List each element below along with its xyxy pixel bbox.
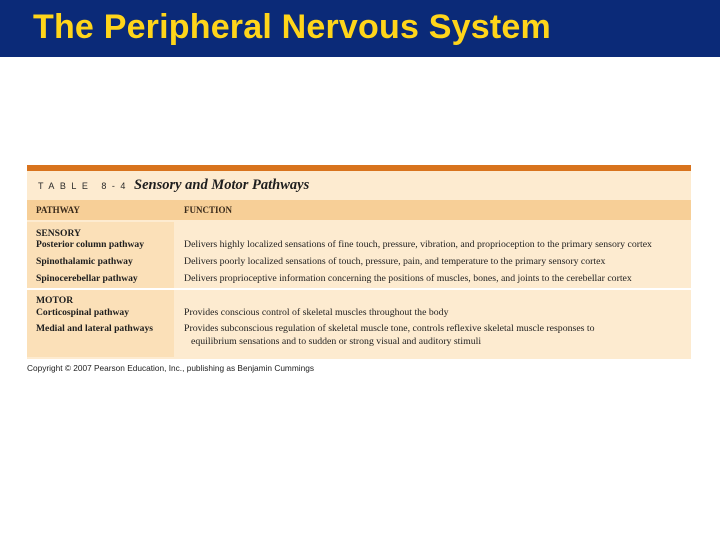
- copyright-notice: Copyright © 2007 Pearson Education, Inc., publishing as Benjamin Cummings: [27, 363, 314, 373]
- table-number: TABLE 8-4: [38, 180, 131, 191]
- sensory-section: [27, 222, 691, 288]
- table-row-function: Delivers highly localized sensations of fine touch, pressure, vibration, and proprioception to the primary sensory cortex: [184, 239, 652, 250]
- table-row-pathway: Corticospinal pathway: [36, 307, 130, 318]
- column-header-pathway: PATHWAY: [36, 205, 80, 215]
- section-heading-sensory: SENSORY: [36, 228, 81, 239]
- table-caption: Sensory and Motor Pathways: [134, 177, 310, 193]
- table-row-pathway: Spinothalamic pathway: [36, 256, 133, 267]
- table-header: [27, 171, 691, 200]
- column-header-row: [27, 200, 691, 220]
- table-row-function: Provides conscious control of skeletal muscles throughout the body: [184, 307, 449, 318]
- table-row-pathway: Posterior column pathway: [36, 239, 145, 250]
- table-row-pathway: Medial and lateral pathways: [36, 323, 153, 334]
- motor-section: [27, 290, 691, 357]
- slide-title: The Peripheral Nervous System: [33, 8, 551, 46]
- table-row-pathway: Spinocerebellar pathway: [36, 273, 138, 284]
- title-bar: [0, 0, 720, 57]
- section-heading-motor: MOTOR: [36, 295, 74, 306]
- table-row-function: Provides subconscious regulation of skeletal muscle tone, controls reflexive skeletal muscle responses to: [184, 323, 595, 334]
- column-header-function: FUNCTION: [184, 205, 233, 215]
- table-row-function: Delivers poorly localized sensations of touch, pressure, pain, and temperature to the primary sensory cortex: [184, 256, 606, 267]
- table-row-function: Delivers proprioceptive information concerning the positions of muscles, bones, and joints to the cerebellar cortex: [184, 273, 632, 284]
- table-row-function-continued: equilibrium sensations and to sudden or strong visual and auditory stimuli: [191, 336, 482, 347]
